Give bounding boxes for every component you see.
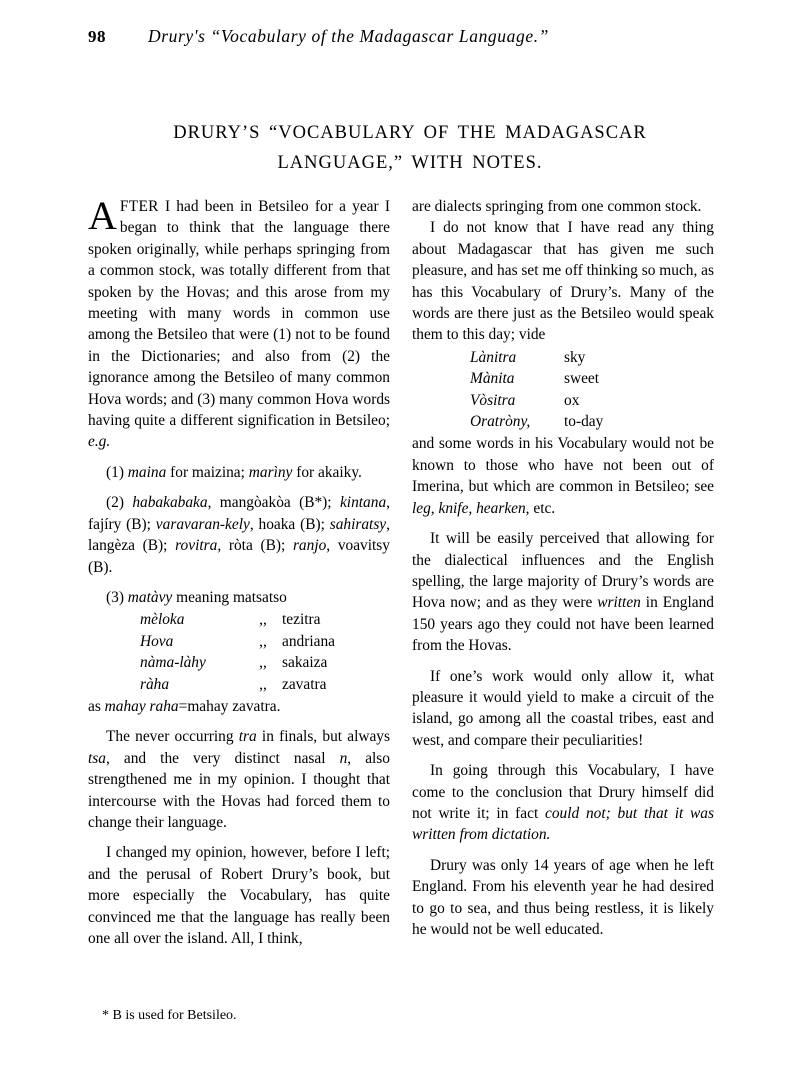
drop-cap-initial: A xyxy=(88,193,117,238)
gloss-row xyxy=(470,347,603,368)
gloss-row xyxy=(470,411,603,432)
gloss-value: andriana xyxy=(282,632,335,650)
paragraph-item-1 xyxy=(88,462,390,483)
item2-word-k: ranjo xyxy=(292,537,327,555)
gloss-row xyxy=(140,609,335,630)
gloss-table-vide-words xyxy=(470,347,603,433)
item2-text-d: , fajíry (B); xyxy=(88,494,390,533)
footnote-text: B is used for Betsileo. xyxy=(109,1008,237,1023)
item2-text-f: , hoaka (B); xyxy=(249,515,330,533)
item2-word-c: kintana xyxy=(339,494,387,512)
gloss-word: nàma-làhy xyxy=(140,654,206,672)
article-title-line-2: LANGUAGE,” WITH NOTES. xyxy=(277,153,543,173)
gloss-value: tezitra xyxy=(282,611,321,629)
gloss-row xyxy=(140,674,335,695)
paragraph-item-2 xyxy=(88,492,390,578)
gloss-table-body xyxy=(470,347,603,433)
paragraph-dialects: are dialects springing from one common stock. xyxy=(412,198,702,215)
paragraph-tra-tsa xyxy=(88,726,390,833)
paragraph-drury-age: Drury was only 14 years of age when he left England. From his eleventh year he had desired to go to sea, and thus being restless, it is likely he would not be well educated. xyxy=(412,856,714,938)
item3-headword: matàvy xyxy=(127,588,173,606)
item2-text-l: , voavitsy (B). xyxy=(88,537,390,576)
gloss-table-body xyxy=(140,609,335,695)
gloss-value: zavatra xyxy=(282,675,327,693)
paragraph-if-ones-work: If one’s work would only allow it, what pleasure it would yield to make a circuit of the island, go among all the coastal tribes, east and west, and compare their peculiarities! xyxy=(412,667,714,749)
running-title: Drury's “Vocabulary of the Madagascar Language.” xyxy=(148,26,550,46)
page-number: 98 xyxy=(88,27,106,46)
item1-text-d: for akaiky. xyxy=(292,463,362,481)
running-head xyxy=(88,26,728,54)
article-title xyxy=(90,118,730,178)
tsa-term: tsa xyxy=(88,749,106,767)
footnote xyxy=(88,1006,390,1025)
tra-text-a: The never occurring xyxy=(106,728,239,746)
tra-text-g: , also strengthened me in my opinion. I thought that intercourse with the Hovas had forced them to change their language. xyxy=(88,749,390,831)
item3-headgloss: meaning matsatso xyxy=(172,588,287,606)
tra-text-e: , and the very distinct nasal xyxy=(105,749,340,767)
text-column-left xyxy=(88,193,390,949)
item1-word-c: marìny xyxy=(248,463,293,481)
andsome-text-c: , etc. xyxy=(525,499,556,517)
paragraph-item-3 xyxy=(88,587,390,608)
gloss-row xyxy=(470,368,603,389)
ingoing-text-a: In going through this Vocabulary, I have come to the conclusion that Drury himself did not write it; in fact xyxy=(412,762,714,822)
gloss-word: mèloka xyxy=(140,611,185,629)
item2-text-j: , ròta (B); xyxy=(217,537,293,555)
gloss-word: Lànitra xyxy=(470,348,517,366)
text-column-right xyxy=(412,196,714,940)
item2-word-e: varavaran-kely xyxy=(155,515,250,533)
gloss-word: Vòsitra xyxy=(470,391,516,409)
item2-word-g: sahiratsy xyxy=(329,515,387,533)
item1-word-a: maina xyxy=(127,463,167,481)
opening-eg: e.g. xyxy=(88,433,111,451)
gloss-value: to-day xyxy=(564,413,604,431)
gloss-word: Hova xyxy=(140,632,174,650)
paragraph-do-not-know: I do not know that I have read any thing about Madagascar that has given me such pleasure, and has set me off thinking so much, as has this Vocabulary of Drury’s. Many of the words are there just as the Betsileo would speak them to this day; vide xyxy=(412,219,714,344)
item2-word-a: habakabaka xyxy=(132,494,208,512)
opening-smallcaps: FTER xyxy=(119,198,159,215)
gloss-word: Mànita xyxy=(470,370,515,388)
item2-text-h: , langèza (B); xyxy=(88,515,390,555)
item1-text-b: for maizina; xyxy=(166,463,249,481)
gloss-row xyxy=(140,652,335,673)
gloss-value: sweet xyxy=(564,370,600,388)
article-title-line-1: DRURY’S “VOCABULARY OF THE MADAGASCAR xyxy=(173,123,647,143)
item2-word-i: rovitra xyxy=(175,537,218,555)
closing-text-a: as xyxy=(88,697,105,715)
tra-term: tra xyxy=(238,728,257,746)
paragraph-easily-perceived xyxy=(412,528,714,656)
paragraph-in-going-through xyxy=(412,760,714,846)
paragraph-changed-opinion: I changed my opinion, however, before I left; and the perusal of Robert Drury’s book, but more especially the Vocabulary, has quite convinced me that the language has really been one all over the island. All, I think, xyxy=(88,844,390,947)
ditto-mark: ,, xyxy=(259,675,267,693)
paragraph-and-some-words xyxy=(412,433,714,519)
item1-number: (1) xyxy=(106,463,128,481)
paragraph-opening xyxy=(88,193,390,453)
item2-text-b: , mangòakòa (B*); xyxy=(207,494,340,512)
gloss-table-betsileo-hova xyxy=(140,609,335,695)
paragraph-item-3-closing xyxy=(88,696,390,717)
written-emphasis: written xyxy=(597,594,641,612)
gloss-word: Oratròny, xyxy=(470,413,531,431)
closing-phrase: mahay raha xyxy=(104,697,179,715)
nasal-n-term: n xyxy=(339,749,348,767)
dictation-emphasis: could not; but that it was written from dictation. xyxy=(412,804,714,844)
andsome-text-a: and some words in his Vocabulary would not be known to those who have not been out of Imerina, but which are common in Betsileo; see xyxy=(412,435,714,496)
gloss-value: sakaiza xyxy=(282,654,328,672)
andsome-italic-terms: leg, knife, hearken xyxy=(412,499,526,517)
footnote-marker: * xyxy=(102,1008,109,1023)
ditto-mark: ,, xyxy=(259,632,267,650)
closing-text-c: =mahay zavatra. xyxy=(178,697,281,715)
ditto-mark: ,, xyxy=(259,611,267,629)
gloss-value: sky xyxy=(564,348,586,366)
gloss-value: ox xyxy=(564,391,580,409)
gloss-word: ràha xyxy=(140,675,170,693)
perceived-text-c: in England 150 years ago they could not have been learned from the Hovas. xyxy=(412,594,714,655)
item2-number: (2) xyxy=(106,494,133,512)
item3-number: (3) xyxy=(106,588,128,606)
gloss-row xyxy=(470,390,603,411)
opening-body: I had been in Betsileo for a year I began to think that the language there spoken originally, while perhaps springing from a common stock, was totally different from that spoken by the Hovas; and this arose from my meeting with many words in common use among the Betsileo that were (1) not to be found in the Dictionaries; and also from (2) the ignorance among the Betsileo of many common Hova words; and (3) many common Hova words having quite a different signification in Betsileo; xyxy=(88,198,390,430)
tra-text-c: in finals, but always xyxy=(256,728,390,746)
perceived-text-a: It will be easily perceived that allowing for the dialectical influences and the English spelling, the large majority of Drury’s words are Hova now; and as they were xyxy=(412,530,714,612)
gloss-row xyxy=(140,631,335,652)
ditto-mark: ,, xyxy=(259,654,267,672)
